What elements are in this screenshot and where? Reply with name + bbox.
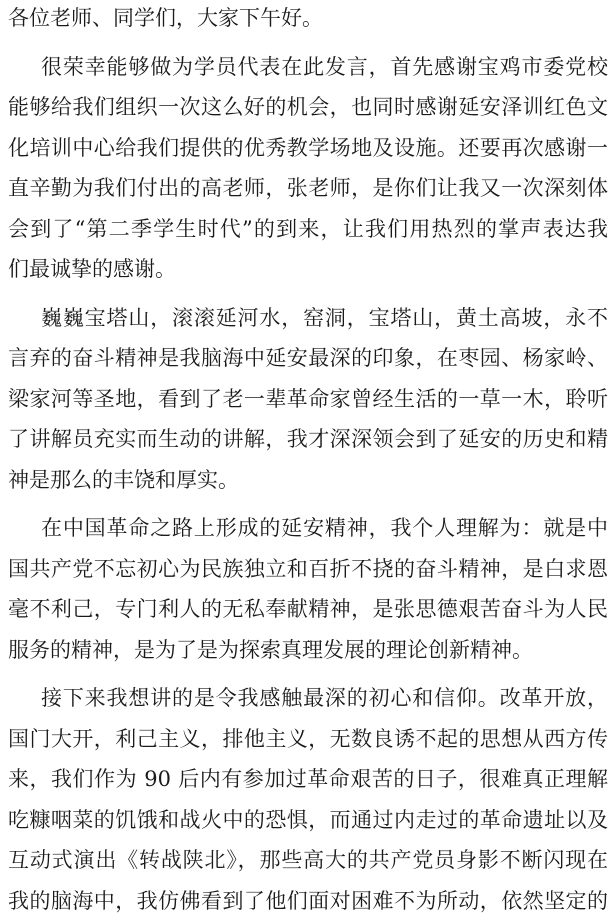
- yanan-impression-paragraph: [8, 298, 608, 501]
- speech-text: [8, 0, 608, 924]
- text-line: 很荣幸能够做为学员代表在此发言，首先感谢宝鸡市委党校: [41, 54, 608, 79]
- text-line: 神是那么的丰饶和厚实。: [8, 467, 239, 492]
- text-line: 会到了“第二季学生时代”的到来，让我们用热烈的掌声表达我: [8, 216, 608, 241]
- text-line: 毫不利己，专门利人的无私奉献精神，是张思德艰苦奋斗为人民: [8, 597, 608, 621]
- text-line: 各位老师、同学们，大家下午好。: [8, 6, 323, 30]
- text-line: 国共产党不忘初心为民族独立和百折不挠的奋斗精神，是白求恩: [8, 556, 608, 581]
- thanks-paragraph: [8, 47, 608, 290]
- text-line: 巍巍宝塔山，滚滚延河水，窑洞，宝塔山，黄土高坡，永不: [41, 305, 608, 330]
- greeting-paragraph: [8, 0, 608, 39]
- yanan-spirit-paragraph: [8, 508, 608, 670]
- text-line: 们最诚挚的感谢。: [8, 257, 176, 281]
- text-line: 了讲解员充实而生动的讲解，我才深深领会到了延安的历史和精: [8, 427, 608, 451]
- text-line: 国门大开，利己主义，排他主义，无数良诱不起的思想从西方传: [8, 726, 608, 751]
- text-line: 互动式演出《转战陕北》，那些高大的共产党员身影不断闪现在: [8, 848, 608, 872]
- text-line: 我的脑海中，我仿佛看到了他们面对困难不为所动，依然坚定的: [8, 888, 608, 913]
- text-line: 化培训中心给我们提供的优秀教学场地及设施。还要再次感谢一: [8, 135, 608, 160]
- text-line: 梁家河等圣地，看到了老一辈革命家曾经生活的一草一木，聆听: [8, 386, 608, 411]
- text-line: 服务的精神，是为了是为探索真理发展的理论创新精神。: [8, 637, 533, 662]
- text-line: 能够给我们组织一次这么好的机会，也同时感谢延安泽训红色文: [8, 95, 608, 119]
- text-line: 来，我们作为 90 后内有参加过革命艰苦的日子，很难真正理解: [8, 767, 608, 791]
- text-line: 在中国革命之路上形成的延安精神，我个人理解为：就是中: [41, 516, 608, 540]
- text-line: 直辛勤为我们付出的高老师，张老师，是你们让我又一次深刻体: [8, 176, 608, 200]
- text-line: 接下来我想讲的是令我感触最深的初心和信仰。改革开放，: [41, 686, 608, 710]
- text-line: 吃糠咽菜的饥饿和战火中的恐惧，而通过内走过的革命遗址以及: [8, 807, 608, 832]
- text-line: 言弃的奋斗精神是我脑海中延安最深的印象，在枣园、杨家岭、: [8, 346, 608, 370]
- faith-paragraph: [8, 678, 608, 921]
